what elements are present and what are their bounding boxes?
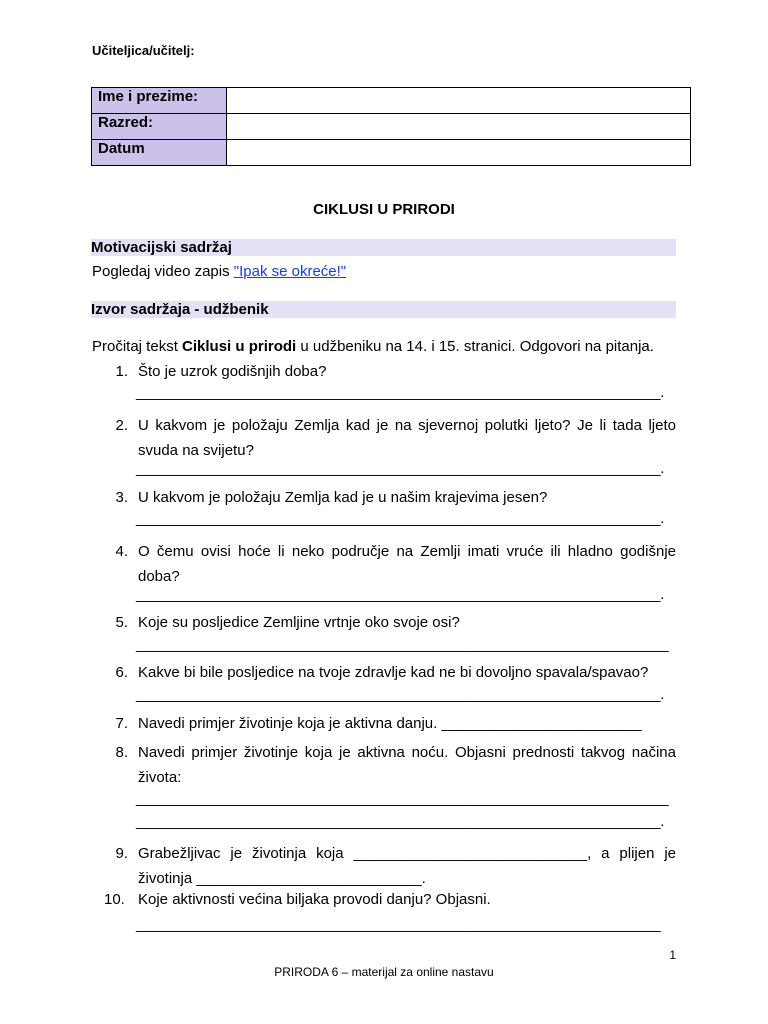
name-field[interactable]: [227, 88, 691, 114]
intro-text: [92, 338, 654, 355]
info-row-name: [92, 88, 691, 114]
question-number: 4.: [115, 543, 128, 560]
question-text: Grabežljivac je životinja koja ____________________________, a plijen je životinja ___________________________.: [138, 845, 676, 887]
video-link[interactable]: "Ipak se okreće!": [233, 263, 347, 280]
question-number: 1.: [115, 363, 128, 380]
question-text: O čemu ovisi hoće li neko područje na Zemlji imati vruće ili hladno godišnje doba?: [138, 543, 676, 585]
info-row-class: [92, 114, 691, 140]
answer-line[interactable]: ________________________________________________________________.: [136, 686, 665, 703]
question-number: 5.: [115, 614, 128, 631]
question-text: U kakvom je položaju Zemlja kad je u našim krajevima jesen?: [138, 489, 548, 506]
question-number: 9.: [115, 845, 128, 862]
answer-line[interactable]: ________________________________________________________________.: [136, 460, 665, 477]
answer-line[interactable]: ________________________________________________________________.: [136, 510, 665, 527]
question-text: Koje aktivnosti većina biljaka provodi danju? Objasni.: [138, 891, 491, 908]
question-text: Koje su posljedice Zemljine vrtnje oko svoje osi?: [138, 614, 460, 631]
question-number: 2.: [115, 417, 128, 434]
answer-line[interactable]: _________________________________________________________________: [136, 790, 669, 807]
section-heading-motivation: Motivacijski sadržaj: [91, 239, 676, 256]
answer-line[interactable]: ________________________________________________________________.: [136, 586, 665, 603]
teacher-label: Učiteljica/učitelj:: [92, 43, 195, 58]
info-row-date: [92, 140, 691, 166]
page-footer: PRIRODA 6 – materijal za online nastavu: [274, 965, 494, 979]
video-line: [92, 263, 346, 280]
video-text: Pogledaj video zapis: [92, 263, 234, 280]
section-heading-source: Izvor sadržaja - udžbenik: [91, 301, 676, 318]
question-text: Navedi primjer životinje koja je aktivna noću. Objasni prednosti takvog načina života:: [138, 744, 676, 786]
date-label: Datum: [92, 140, 227, 166]
answer-line[interactable]: ________________________________________________________________: [136, 916, 661, 933]
page-title: CIKLUSI U PRIRODI: [313, 201, 455, 218]
student-info-table: [91, 87, 691, 166]
answer-line[interactable]: _________________________________________________________________: [136, 636, 669, 653]
page-number: 1: [669, 948, 676, 962]
question-text: Kakve bi bile posljedice na tvoje zdravlje kad ne bi dovoljno spavala/spavao?: [138, 664, 649, 681]
question-number: 3.: [115, 489, 128, 506]
intro-before: Pročitaj tekst: [92, 338, 183, 355]
class-label: Razred:: [92, 114, 227, 140]
question-number: 7.: [115, 715, 128, 732]
question-text: Što je uzrok godišnjih doba?: [138, 363, 327, 380]
class-field[interactable]: [227, 114, 691, 140]
question-number: 6.: [115, 664, 128, 681]
answer-line[interactable]: ________________________________________________________________.: [136, 384, 665, 401]
intro-after: u udžbeniku na 14. i 15. stranici. Odgovori na pitanja.: [296, 338, 654, 355]
question-text: Navedi primjer životinje koja je aktivna danju. ________________________: [138, 715, 642, 732]
intro-bold: Ciklusi u prirodi: [182, 338, 297, 355]
name-label: Ime i prezime:: [92, 88, 227, 114]
answer-line[interactable]: ________________________________________________________________.: [136, 813, 665, 830]
question-number: 10.: [104, 891, 125, 908]
question-number: 8.: [115, 744, 128, 761]
question-text: U kakvom je položaju Zemlja kad je na sjevernoj polutki ljeto? Je li tada ljeto svuda na svijetu?: [138, 417, 676, 459]
date-field[interactable]: [227, 140, 691, 166]
